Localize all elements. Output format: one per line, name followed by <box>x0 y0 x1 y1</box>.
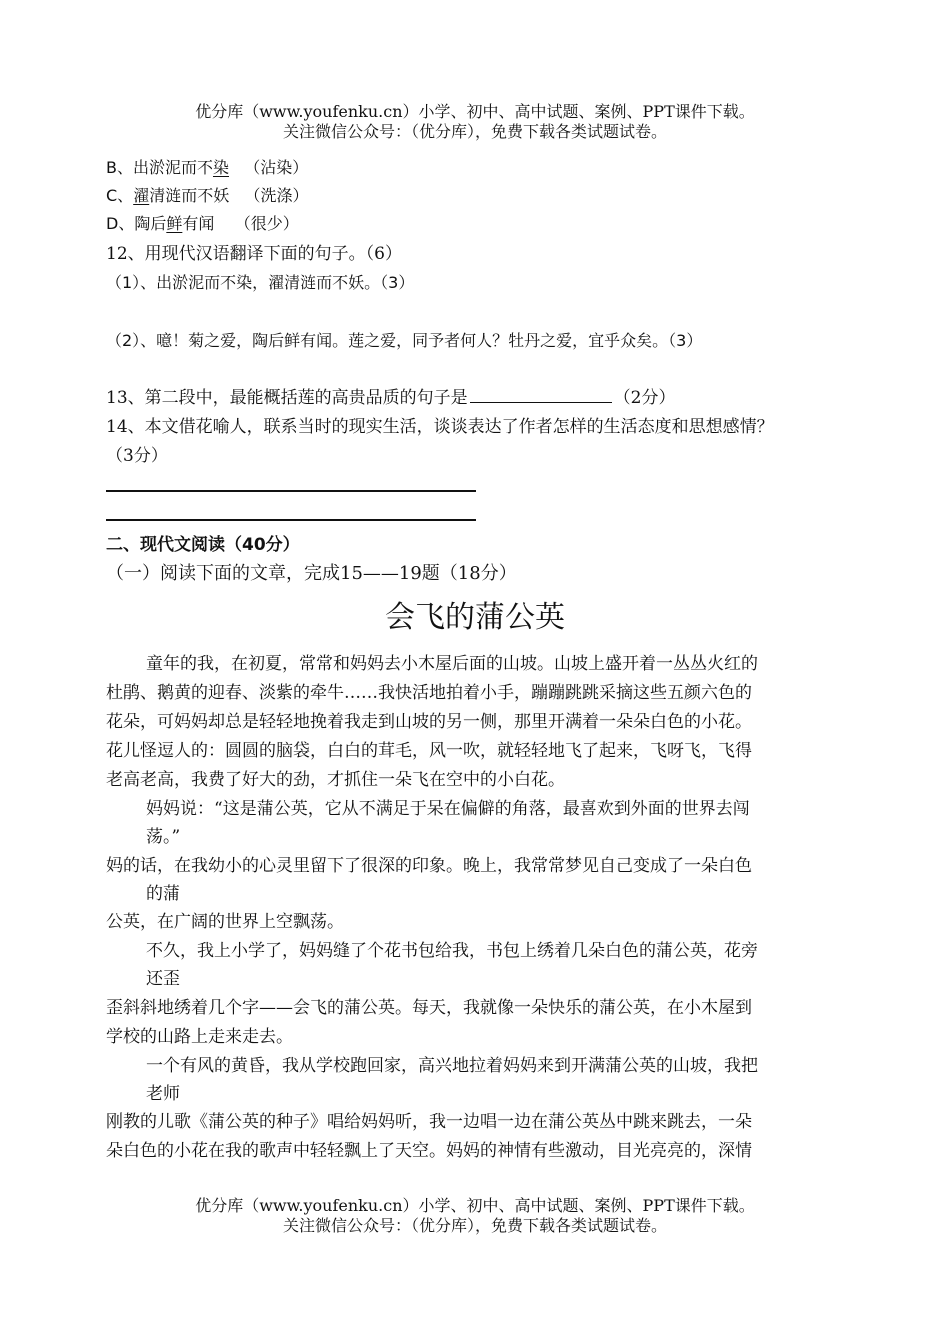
article-line: 妈妈说：“这是蒲公英，它从不满足于呆在偏僻的角落，最喜欢到外面的世界去闯 <box>146 799 750 819</box>
article-line: 歪斜斜地绣着几个字——会飞的蒲公英。每天，我就像一朵快乐的蒲公英，在小木屋到 <box>106 998 752 1018</box>
article-line: 荡。” <box>146 827 181 847</box>
question-13-text: 13、第二段中，最能概括莲的高贵品质的句子是 <box>106 388 468 408</box>
article-line: 一个有风的黄昏，我从学校跑回家，高兴地拉着妈妈来到开满蒲公英的山坡，我把 <box>146 1056 758 1076</box>
article-line: 不久，我上小学了，妈妈缝了个花书包给我，书包上绣着几朵白色的蒲公英，花旁 <box>146 941 758 961</box>
option-c-underlined: 濯 <box>133 186 150 205</box>
question-12-sub-2: （2）、噫！菊之爱，陶后鲜有闻。莲之爱，同予者何人？牡丹之爱，宜乎众矣。（3） <box>106 331 703 350</box>
article-line: 还歪 <box>146 969 180 989</box>
footer-line-1: 优分库（www.youfenku.cn）小学、初中、高中试题、案例、PPT课件下载。 <box>195 1196 755 1215</box>
option-c-prefix: C、 <box>106 186 134 205</box>
footer-line-2: 关注微信公众号：（优分库），免费下载各类试题试卷。 <box>282 1216 667 1235</box>
answer-line-1[interactable] <box>106 490 476 492</box>
article-line: 杜鹃、鹅黄的迎春、淡紫的牵牛……我快活地拍着小手，蹦蹦跳跳采摘这些五颜六色的 <box>106 683 752 703</box>
option-c-suffix: 清涟而不妖 （洗涤） <box>149 186 309 205</box>
article-line: 公英，在广阔的世界上空飘荡。 <box>106 912 344 932</box>
option-d-prefix: D、陶后 <box>106 214 167 233</box>
page-header <box>0 102 950 142</box>
option-b <box>106 157 308 179</box>
question-12-sub-1: （1）、出淤泥而不染，濯清涟而不妖。（3） <box>106 273 415 292</box>
option-b-prefix: B、出淤泥而不 <box>106 158 213 177</box>
section-title: 二、现代文阅读（40分） <box>106 535 300 555</box>
article-line: 老师 <box>146 1084 180 1104</box>
question-13-score: （2分） <box>613 388 676 408</box>
option-d <box>106 213 299 235</box>
question-13 <box>106 386 675 409</box>
article-line: 童年的我，在初夏，常常和妈妈去小木屋后面的山坡。山坡上盛开着一丛丛火红的 <box>146 654 758 674</box>
article-line: 妈的话，在我幼小的心灵里留下了很深的印象。晚上，我常常梦见自己变成了一朵白色 <box>106 856 752 876</box>
option-c <box>106 185 308 207</box>
article-line: 花儿怪逗人的：圆圆的脑袋，白白的茸毛，风一吹，就轻轻地飞了起来，飞呀飞，飞得 <box>106 741 752 761</box>
article-title: 会飞的蒲公英 <box>385 600 565 635</box>
answer-line-2[interactable] <box>106 519 476 521</box>
option-d-suffix: 有闻 （很少） <box>182 214 299 233</box>
answer-blank[interactable] <box>470 386 612 403</box>
option-b-suffix: （沾染） <box>229 158 309 177</box>
option-d-underlined: 鲜 <box>166 214 183 233</box>
article-line: 花朵，可妈妈却总是轻轻地挽着我走到山坡的另一侧，那里开满着一朵朵白色的小花。 <box>106 712 752 732</box>
article-line: 刚教的儿歌《蒲公英的种子》唱给妈妈听，我一边唱一边在蒲公英丛中跳来跳去，一朵 <box>106 1112 752 1132</box>
article-line: 朵白色的小花在我的歌声中轻轻飘上了天空。妈妈的神情有些激动，目光亮亮的，深情 <box>106 1141 752 1161</box>
article-line: 老高老高，我费了好大的劲，才抓住一朵飞在空中的小白花。 <box>106 770 565 790</box>
header-line-2: 关注微信公众号：（优分库），免费下载各类试题试卷。 <box>282 122 667 141</box>
page-footer <box>0 1196 950 1236</box>
section-subtitle: （一）阅读下面的文章，完成15——19题（18分） <box>106 563 517 584</box>
header-line-1: 优分库（www.youfenku.cn）小学、初中、高中试题、案例、PPT课件下载。 <box>195 102 755 121</box>
question-12: 12、用现代汉语翻译下面的句子。（6） <box>106 244 402 264</box>
article-line: 学校的山路上走来走去。 <box>106 1027 293 1047</box>
question-14-line-1: 14、本文借花喻人，联系当时的现实生活，谈谈表达了作者怎样的生活态度和思想感情？ <box>106 417 774 437</box>
article-line: 的蒲 <box>146 884 180 904</box>
option-b-underlined: 染 <box>212 158 229 177</box>
question-14-line-2: （3分） <box>106 446 168 466</box>
